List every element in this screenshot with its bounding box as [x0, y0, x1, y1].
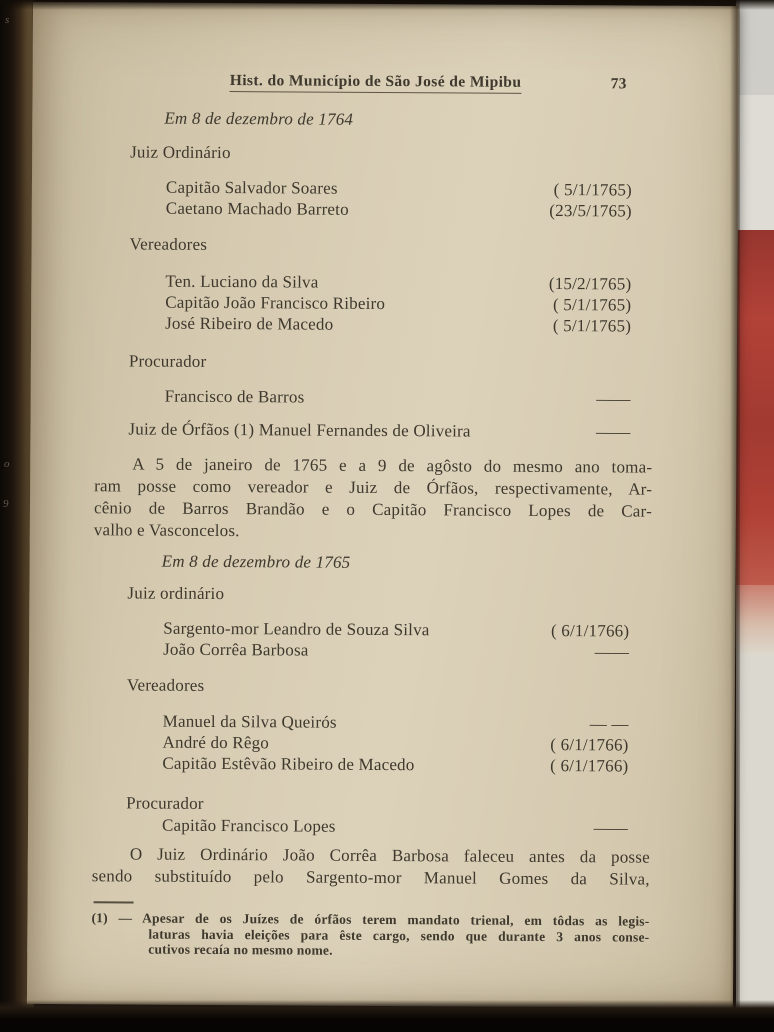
cloth-strip-light	[736, 95, 774, 230]
official-name: Capitão Salvador Soares	[165, 177, 338, 198]
official-row	[93, 638, 651, 662]
juiz-orfaos-date: ——	[595, 422, 631, 442]
official-date: ( 5/1/1765)	[552, 295, 632, 315]
footnote-line: (1) — Apesar de os Juízes de órfãos terem mandato trienal, em tôdas as legis-	[91, 910, 650, 929]
page-edge-shadow	[730, 0, 740, 1032]
official-date: ——	[593, 818, 629, 838]
paragraph-posse-1765	[94, 453, 653, 544]
cloth-strip-red-fade	[736, 585, 774, 655]
margin-mark: s	[5, 14, 10, 26]
official-row	[92, 814, 650, 838]
footnote-line: laturas havia eleições para êste cargo, sendo que durante 3 anos conse-	[148, 926, 650, 945]
date-heading-1764: Em 8 de dezembro de 1764	[164, 108, 354, 129]
page-header-title: Hist. do Município de São José de Mipibu	[230, 72, 522, 94]
official-name: Capitão João Francisco Ribeiro	[165, 292, 386, 314]
official-date: ( 5/1/1765)	[552, 316, 632, 336]
date-heading-1765: Em 8 de dezembro de 1765	[161, 551, 351, 572]
section-label-juiz-ordinario-1764: Juiz Ordinário	[130, 142, 231, 163]
section-label-procurador-1764: Procurador	[128, 351, 207, 371]
official-date: (23/5/1765)	[549, 201, 632, 221]
official-name: José Ribeiro de Macedo	[165, 313, 334, 334]
footnote-separator	[94, 901, 134, 903]
paragraph-line: A 5 de janeiro de 1765 e a 9 de agôsto do mesmo ano toma-	[132, 454, 653, 477]
cloth-strip-red	[736, 230, 774, 585]
officials-list	[96, 176, 654, 221]
official-row	[96, 197, 654, 221]
official-name: Sargento-mor Leandro de Souza Silva	[163, 618, 430, 640]
official-date: ( 5/1/1765)	[553, 180, 632, 200]
official-row	[95, 312, 653, 336]
margin-mark: 9	[3, 498, 9, 510]
paragraph-line: ram posse como vereador e Juiz de Órfãos, respectivamente, Ar-	[94, 476, 653, 499]
section-label-procurador-1765: Procurador	[126, 793, 204, 813]
official-name: André do Rêgo	[162, 732, 270, 753]
paragraph-line: sendo substituído pelo Sargento-mor Manuel Gomes da Silva,	[91, 866, 650, 889]
book-cover-cloth	[736, 0, 774, 1032]
cloth-strip-white-bottom	[736, 655, 774, 1032]
section-label-vereadores-1765: Vereadores	[126, 675, 205, 695]
running-head	[97, 70, 655, 93]
officials-list	[93, 617, 651, 662]
book-page	[27, 2, 739, 1008]
officials-list	[92, 814, 650, 838]
official-row	[92, 752, 650, 776]
paragraph-falecimento	[92, 843, 650, 890]
official-row	[95, 385, 653, 409]
photo-bottom-edge	[0, 1000, 774, 1032]
official-date: — —	[589, 714, 629, 734]
officials-list	[95, 385, 653, 409]
juiz-orfaos-text: Juiz de Órfãos (1) Manuel Fernandes de Oliveira	[128, 419, 471, 441]
official-name: João Corrêa Barbosa	[163, 639, 309, 660]
officials-list	[95, 270, 653, 336]
paragraph-line: valho e Vasconcelos.	[93, 520, 240, 541]
official-name: Ten. Luciano da Silva	[165, 271, 319, 292]
paragraph-line: O Juiz Ordinário João Corrêa Barbosa faleceu antes da posse	[129, 844, 650, 867]
official-name: Manuel da Silva Queirós	[162, 711, 337, 732]
footnote	[91, 910, 649, 960]
official-date: (15/2/1765)	[548, 274, 632, 294]
official-name: Francisco de Barros	[164, 386, 305, 407]
official-name: Capitão Francisco Lopes	[161, 815, 336, 836]
section-label-juiz-ordinario-1765: Juiz ordinário	[127, 583, 225, 604]
official-date: ( 6/1/1766)	[550, 735, 629, 755]
official-date: ( 6/1/1766)	[550, 756, 629, 776]
page-number: 73	[610, 75, 627, 93]
photo-top-edge	[0, 0, 774, 10]
margin-mark: o	[4, 458, 10, 470]
official-name: Caetano Machado Barreto	[165, 198, 349, 219]
section-label-vereadores-1764: Vereadores	[129, 234, 208, 254]
cloth-strip-white-top	[736, 0, 774, 95]
official-name: Capitão Estêvão Ribeiro de Macedo	[162, 753, 415, 775]
official-date: ( 6/1/1766)	[550, 621, 630, 641]
paragraph-line: cênio de Barros Brandão e o Capitão Francisco Lopes de Car-	[93, 498, 653, 521]
footnote-line: cutivos recaía no mesmo nome.	[148, 941, 333, 958]
officials-list	[92, 710, 650, 776]
juiz-orfaos-row	[94, 418, 652, 442]
official-date: ——	[596, 389, 631, 409]
official-date: ——	[594, 642, 630, 662]
